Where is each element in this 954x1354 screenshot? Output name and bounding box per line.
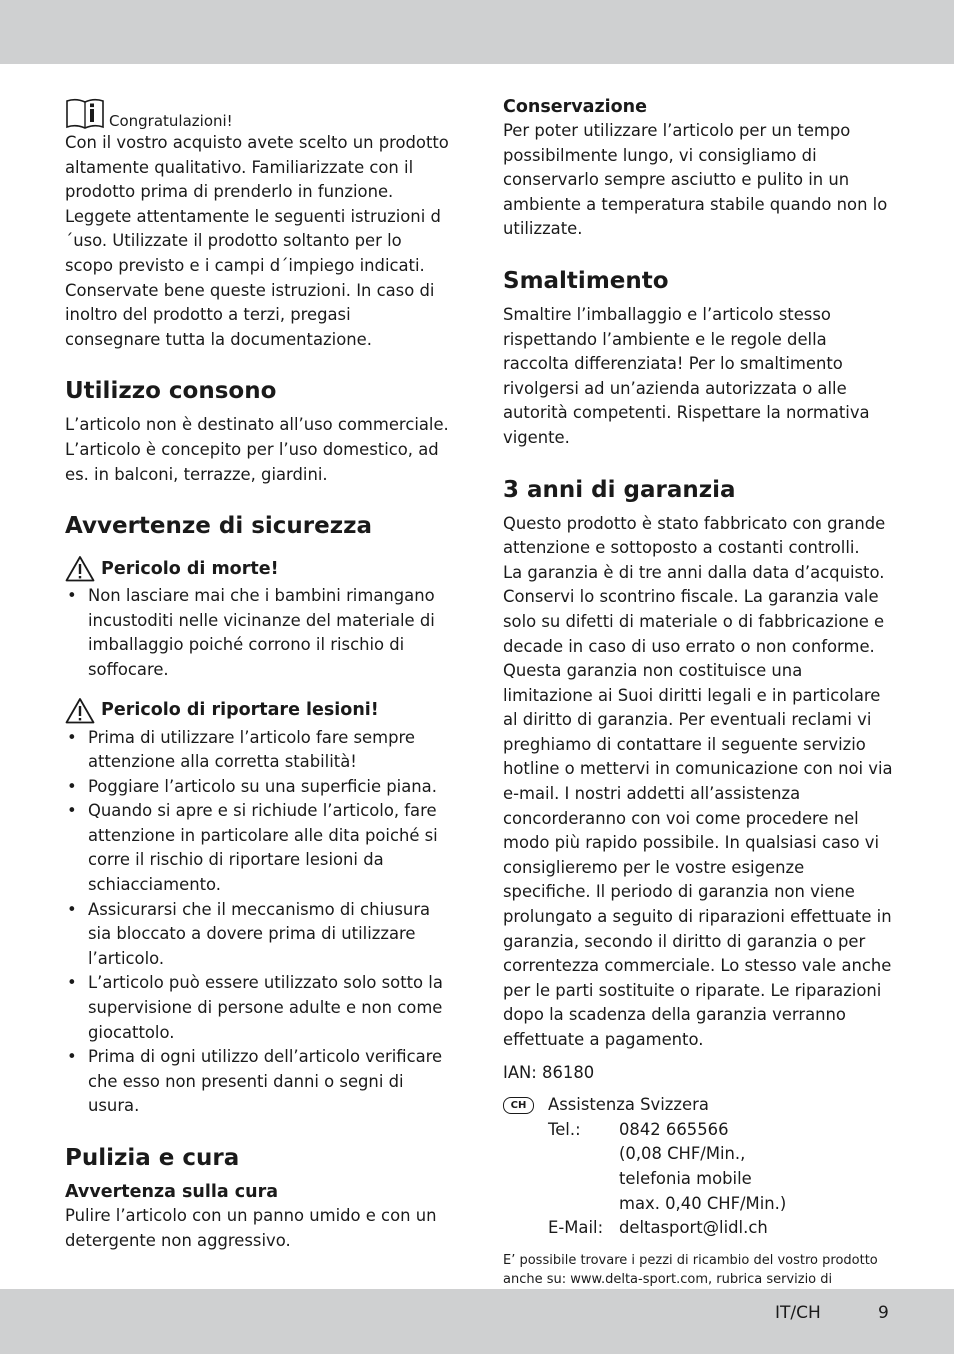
warning-heading-2 xyxy=(65,697,450,724)
section-title-pulizia: Pulizia e cura xyxy=(65,1145,240,1171)
tel-label: Tel.: xyxy=(548,1119,581,1139)
tel-line: 0842 665566 xyxy=(619,1119,729,1139)
right-column xyxy=(503,95,893,1308)
contact-email-row xyxy=(548,1216,893,1241)
tel-line: max. 0,40 CHF/Min.) xyxy=(619,1193,787,1213)
garanzia-paragraph-1: Questo prodotto è stato fabbricato con grande attenzione e sottoposto a costanti controlli. xyxy=(503,513,886,558)
list-item: • L’articolo può essere utilizzato solo sotto la supervisione di persone adulte e non come giocattolo. xyxy=(65,971,450,1045)
warning-triangle-icon xyxy=(65,697,95,724)
garanzia-paragraph-2: La garanzia è di tre anni dalla data d’acquisto. Conservi lo scontrino fiscale. La garanzia vale solo su difetti di materiale o di fabbricazione e decade in caso di uso errato o non conforme. Questa garanzia non costituisce una limitazione ai Suoi diritti legali e in particolare al diritto di garanzia. Per eventuali reclami vi preghiamo di contattare il seguente servizio hotline o mettervi in comunicazione con noi via e-mail. I nostri addetti all’assistenza concorderanno con voi come procedere nel modo più rapido possibile. In qualsiasi caso vi consiglieremo per le vostre esigenze specifiche. Il periodo di garanzia non viene prolungato a seguito di riparazioni effettuate in garanzia, secondo il diritto di garanzia o per correntezza commerciale. Lo stesso vale anche per le parti sostituite o riparate. Le riparazioni dopo la scadenza della garanzia verranno effettuate a pagamento. xyxy=(503,562,893,1049)
conservazione-text: Per poter utilizzare l’articolo per un tempo possibilmente lungo, vi consigliamo di conservarlo sempre asciutto e pulito in un ambiente a temperatura stabile quando non lo utilizzate. xyxy=(503,121,888,239)
intro-title: Congratulazioni! xyxy=(109,112,233,130)
page-number: 9 xyxy=(878,1303,889,1323)
smaltimento-text: Smaltire l’imballaggio e l’articolo stesso rispettando l’ambiente e le regole della raccolta differenziata! Per lo smaltimento rivolgersi ad un’azienda autorizzata o alle autorità competenti. Rispettare la normativa vigente. xyxy=(503,304,870,447)
warning-triangle-icon xyxy=(65,555,95,582)
contact-title: Assistenza Svizzera xyxy=(548,1095,709,1115)
book-info-icon xyxy=(65,97,105,131)
list-item: • Quando si apre e si richiude l’articolo, fare attenzione in particolare alle dita poiché si corre il rischio di riportare lesioni da schiacciamento. xyxy=(65,799,450,897)
list-item: • Prima di utilizzare l’articolo fare sempre attenzione alla corretta stabilità! xyxy=(65,726,450,775)
tel-line: (0,08 CHF/Min., xyxy=(619,1144,746,1164)
section-title-sicurezza: Avvertenze di sicurezza xyxy=(65,513,373,540)
header-band xyxy=(0,0,954,64)
utilizzo-text: L’articolo non è destinato all’uso commerciale. L’articolo è concepito per l’uso domestico, ad es. in balconi, terrazze, giardini. xyxy=(65,415,449,484)
warning-list-1 xyxy=(65,584,450,682)
ch-country-badge: CH xyxy=(503,1097,534,1114)
left-column xyxy=(65,95,450,1253)
intro-paragraph-2: Leggete attentamente le seguenti istruzioni d´uso. Utilizzate il prodotto soltanto per lo scopo previsto e i campi d´impiego indicati. Conservate bene queste istruzioni. In caso di inoltro del prodotto a terzi, pregasi consegnare tutta la documentazione. xyxy=(65,206,441,349)
contact-tel-row xyxy=(548,1118,893,1216)
list-item: • Poggiare l’articolo su una superficie piana. xyxy=(65,775,450,800)
pulizia-text: Pulire l’articolo con un panno umido e con un detergente non aggressivo. xyxy=(65,1206,437,1250)
tel-values xyxy=(619,1118,786,1216)
contact-block xyxy=(503,1093,893,1241)
spare-parts-note: E’ possibile trovare i pezzi di ricambio del vostro prodotto anche su: www.delta-sport.com, rubrica servizio di xyxy=(503,1252,878,1287)
warning-list-2 xyxy=(65,726,450,1120)
warning-title-1: Pericolo di morte! xyxy=(101,558,279,579)
intro-heading xyxy=(65,97,450,131)
section-title-smaltimento: Smaltimento xyxy=(503,267,669,294)
section-title-conservazione: Conservazione xyxy=(503,97,647,117)
tel-line: telefonia mobile xyxy=(619,1168,752,1188)
pulizia-subtitle: Avvertenza sulla cura xyxy=(65,1182,279,1202)
warning-title-2: Pericolo di riportare lesioni! xyxy=(101,700,379,720)
section-title-garanzia: 3 anni di garanzia xyxy=(503,476,736,503)
section-title-utilizzo: Utilizzo consono xyxy=(65,378,277,405)
email-label: E-Mail: xyxy=(548,1218,604,1238)
list-item: • Non lasciare mai che i bambini rimangano incustoditi nelle vicinanze del materiale di imballaggio poiché corrono il rischio di soffocare. xyxy=(65,584,450,682)
list-item: • Prima di ogni utilizzo dell’articolo verificare che esso non presenti danni o segni di usura. xyxy=(65,1045,450,1119)
intro-paragraph-1: Con il vostro acquisto avete scelto un prodotto altamente qualitativo. Familiarizzate con il prodotto prima di prenderlo in funzione. xyxy=(65,133,449,202)
list-item: • Assicurarsi che il meccanismo di chiusura sia bloccato a dovere prima di utilizzare l’articolo. xyxy=(65,898,450,972)
email-value: deltasport@lidl.ch xyxy=(619,1218,768,1238)
ian-number: IAN: 86180 xyxy=(503,1062,595,1082)
footer-language: IT/CH xyxy=(775,1303,821,1323)
warning-heading-1 xyxy=(65,555,450,582)
